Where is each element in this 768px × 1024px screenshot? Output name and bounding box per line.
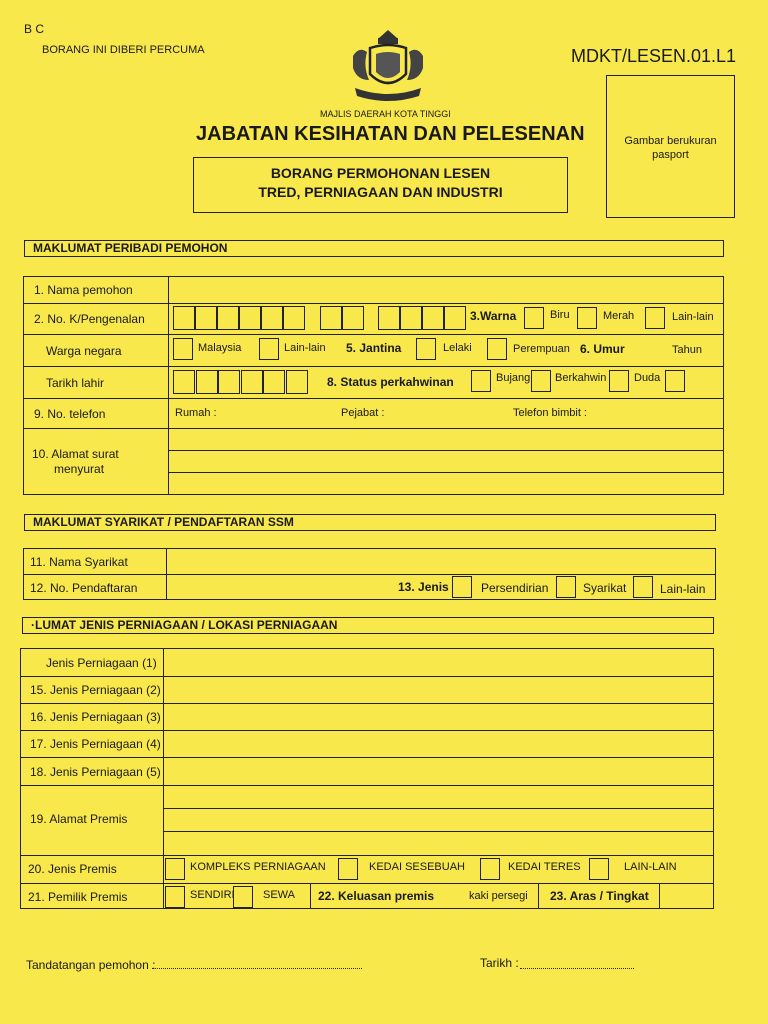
date-line[interactable] xyxy=(520,968,634,969)
ic-digit-box[interactable] xyxy=(422,306,444,330)
premise-other-label: LAIN-LAIN xyxy=(624,861,677,873)
ic-digit-box[interactable] xyxy=(320,306,342,330)
citizen-other-label: Lain-lain xyxy=(284,342,326,354)
ic-digit-box[interactable] xyxy=(342,306,364,330)
label-business-type-5: 18. Jenis Perniagaan (5) xyxy=(30,765,161,779)
dob-digit-box[interactable] xyxy=(241,370,263,394)
premise-standalone-checkbox[interactable] xyxy=(338,858,358,880)
colour-red-checkbox[interactable] xyxy=(577,307,597,329)
premise-standalone-label: KEDAI SESEBUAH xyxy=(369,861,465,873)
ic-digit-box[interactable] xyxy=(195,306,217,330)
gender-female-label: Perempuan xyxy=(513,343,570,355)
ic-digit-box[interactable] xyxy=(444,306,466,330)
business-type-2-field[interactable] xyxy=(165,677,712,702)
label-business-type-2: 15. Jenis Perniagaan (2) xyxy=(30,683,161,697)
premise-other-checkbox[interactable] xyxy=(589,858,609,880)
dob-digit-box[interactable] xyxy=(173,370,195,394)
council-crest-logo xyxy=(345,26,431,106)
age-unit: Tahun xyxy=(672,344,702,356)
address-line-1[interactable] xyxy=(168,450,724,451)
applicant-name-field[interactable] xyxy=(170,278,722,302)
business-type-5-field[interactable] xyxy=(165,758,712,784)
signature-line[interactable] xyxy=(152,968,362,969)
photo-label: Gambar berukuran pasport xyxy=(624,135,717,161)
owner-self-label: SENDIRI xyxy=(190,889,235,901)
label-premise-owner: 21. Pemilik Premis xyxy=(28,890,128,904)
form-title-box xyxy=(193,157,568,213)
form-title-line-2: TRED, PERNIAGAAN DAN INDUSTRI xyxy=(258,184,503,200)
ic-digit-box[interactable] xyxy=(239,306,261,330)
type-sole-proprietor-label: Persendirian xyxy=(481,581,549,595)
colour-other-label: Lain-lain xyxy=(672,311,714,323)
marital-widower-label: Duda xyxy=(634,372,661,384)
label-registration-number: 12. No. Pendaftaran xyxy=(30,581,138,595)
type-company-checkbox[interactable] xyxy=(556,576,576,598)
business-type-4-field[interactable] xyxy=(165,731,712,756)
label-company-type: 13. Jenis xyxy=(398,580,449,594)
gender-female-checkbox[interactable] xyxy=(487,338,507,360)
dob-digit-box[interactable] xyxy=(286,370,308,394)
citizen-other-checkbox[interactable] xyxy=(259,338,279,360)
type-other-label: Lain-lain xyxy=(660,582,706,596)
premise-complex-label: KOMPLEKS PERNIAGAAN xyxy=(190,861,326,873)
dob-digit-box[interactable] xyxy=(263,370,285,394)
ic-digit-box[interactable] xyxy=(173,306,195,330)
free-form-note: BORANG INI DIBERI PERCUMA xyxy=(42,44,205,56)
marital-extra-checkbox[interactable] xyxy=(665,370,685,392)
section-business-heading: ·LUMAT JENIS PERNIAGAAN / LOKASI PERNIAGAAN xyxy=(22,617,714,634)
personal-label-divider xyxy=(168,276,169,495)
business-type-3-field[interactable] xyxy=(165,704,712,729)
label-premise-type: 20. Jenis Premis xyxy=(28,862,117,876)
label-gender: 5. Jantina xyxy=(346,341,402,355)
owner-self-checkbox[interactable] xyxy=(165,886,185,908)
premise-terrace-checkbox[interactable] xyxy=(480,858,500,880)
type-company-label: Syarikat xyxy=(583,581,627,595)
citizen-malaysia-label: Malaysia xyxy=(198,342,242,354)
floor-level-field[interactable] xyxy=(661,885,712,908)
label-premise-address: 19. Alamat Premis xyxy=(30,812,128,826)
premise-address-field[interactable] xyxy=(165,787,712,854)
label-premise-area: 22. Keluasan premis xyxy=(318,889,435,903)
colour-blue-checkbox[interactable] xyxy=(524,307,544,329)
department-title: JABATAN KESIHATAN DAN PELESENAN xyxy=(196,123,585,145)
gender-male-checkbox[interactable] xyxy=(416,338,436,360)
marital-single-checkbox[interactable] xyxy=(471,370,491,392)
form-title-line-1: BORANG PERMOHONAN LESEN xyxy=(270,165,491,181)
registration-number-field[interactable] xyxy=(168,576,388,599)
marital-married-checkbox[interactable] xyxy=(531,370,551,392)
colour-red-label: Merah xyxy=(603,310,635,322)
label-applicant-name: 1. Nama pemohon xyxy=(34,283,133,297)
label-business-type-3: 16. Jenis Perniagaan (3) xyxy=(30,710,161,724)
ic-digit-box[interactable] xyxy=(283,306,305,330)
premise-complex-checkbox[interactable] xyxy=(165,858,185,880)
ic-digit-box[interactable] xyxy=(378,306,400,330)
label-citizenship: Warga negara xyxy=(46,344,122,358)
label-ic-number: 2. No. K/Pengenalan xyxy=(34,312,145,326)
label-date-of-birth: Tarikh lahir xyxy=(46,376,105,390)
label-date: Tarikh : xyxy=(480,956,519,970)
colour-blue-label: Biru xyxy=(550,309,570,321)
address-line-2[interactable] xyxy=(168,472,724,473)
phone-home-label[interactable]: Rumah : xyxy=(175,407,217,419)
ic-digit-box[interactable] xyxy=(400,306,422,330)
label-company-name: 11. Nama Syarikat xyxy=(30,555,128,569)
owner-rent-label: SEWA xyxy=(263,889,295,901)
label-signature: Tandatangan pemohon : xyxy=(26,958,156,972)
label-floor-level: 23. Aras / Tingkat xyxy=(550,889,649,903)
ic-digit-box[interactable] xyxy=(261,306,283,330)
dob-digit-box[interactable] xyxy=(196,370,218,394)
label-business-type-4: 17. Jenis Perniagaan (4) xyxy=(30,737,161,751)
section-personal-heading: MAKLUMAT PERIBADI PEMOHON xyxy=(24,240,724,257)
type-sole-proprietor-checkbox[interactable] xyxy=(452,576,472,598)
business-type-1-field[interactable] xyxy=(165,650,712,675)
type-other-checkbox[interactable] xyxy=(633,576,653,598)
dob-digit-box[interactable] xyxy=(218,370,240,394)
label-age: 6. Umur xyxy=(580,342,625,356)
gender-male-label: Lelaki xyxy=(443,342,472,354)
company-name-field[interactable] xyxy=(168,550,714,573)
passport-photo-box[interactable] xyxy=(606,75,735,218)
colour-other-checkbox[interactable] xyxy=(645,307,665,329)
label-mailing-address-2: menyurat xyxy=(54,462,105,476)
section-company-heading: MAKLUMAT SYARIKAT / PENDAFTARAN SSM xyxy=(24,514,716,531)
marital-single-label: Bujang xyxy=(496,372,531,384)
label-mailing-address-1: 10. Alamat surat xyxy=(32,447,119,461)
ic-digit-box[interactable] xyxy=(217,306,239,330)
marital-married-label: Berkahwin xyxy=(555,372,607,384)
label-colour: 3.Warna xyxy=(470,309,517,323)
phone-office-label[interactable]: Pejabat : xyxy=(341,407,385,419)
form-code: MDKT/LESEN.01.L1 xyxy=(571,46,737,66)
label-business-type-1: Jenis Perniagaan (1) xyxy=(46,656,157,670)
phone-mobile-label[interactable]: Telefon bimbit : xyxy=(513,407,587,419)
label-phone: 9. No. telefon xyxy=(34,407,106,421)
premise-terrace-label: KEDAI TERES xyxy=(508,861,581,873)
owner-rent-checkbox[interactable] xyxy=(233,886,253,908)
citizen-malaysia-checkbox[interactable] xyxy=(173,338,193,360)
area-unit: kaki persegi xyxy=(469,890,528,902)
council-name: MAJLIS DAERAH KOTA TINGGI xyxy=(320,109,451,119)
marital-widower-checkbox[interactable] xyxy=(609,370,629,392)
label-marital-status: 8. Status perkahwinan xyxy=(327,375,454,389)
bc-mark: B C xyxy=(24,22,45,36)
